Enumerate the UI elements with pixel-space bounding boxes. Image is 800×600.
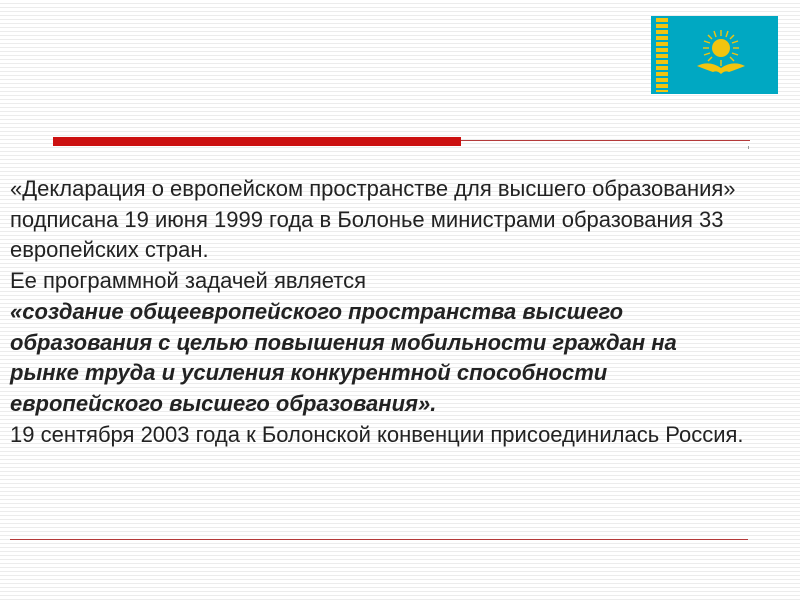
declaration-title-text: «Декларация о европейском пространстве для высшего образования» xyxy=(10,176,736,201)
task-intro-text: Ее программной задачей является xyxy=(10,268,367,294)
top-divider-line xyxy=(461,140,750,141)
bottom-divider-line xyxy=(10,539,748,540)
task-bold-quote: «создание общеевропейского пространства высшего образования с целью повышения мобильности граждан на рынке труда и усиления конкурентной способности европейского высшего образования». xyxy=(10,298,677,416)
signed-text: подписана 19 июня 1999 года в Болонье министрами образования 33 европейских стран. xyxy=(10,206,724,263)
sun-eagle-emblem-icon xyxy=(691,26,751,86)
divider-tick xyxy=(748,146,749,149)
accent-red-bar xyxy=(53,137,461,146)
kazakhstan-flag-image xyxy=(651,16,778,94)
slide-body-text xyxy=(10,174,750,450)
flag-ornament-pattern xyxy=(656,18,668,92)
russia-joined-text: 19 сентября 2003 года к Болонской конвенции присоединилась Россия. xyxy=(10,421,744,447)
